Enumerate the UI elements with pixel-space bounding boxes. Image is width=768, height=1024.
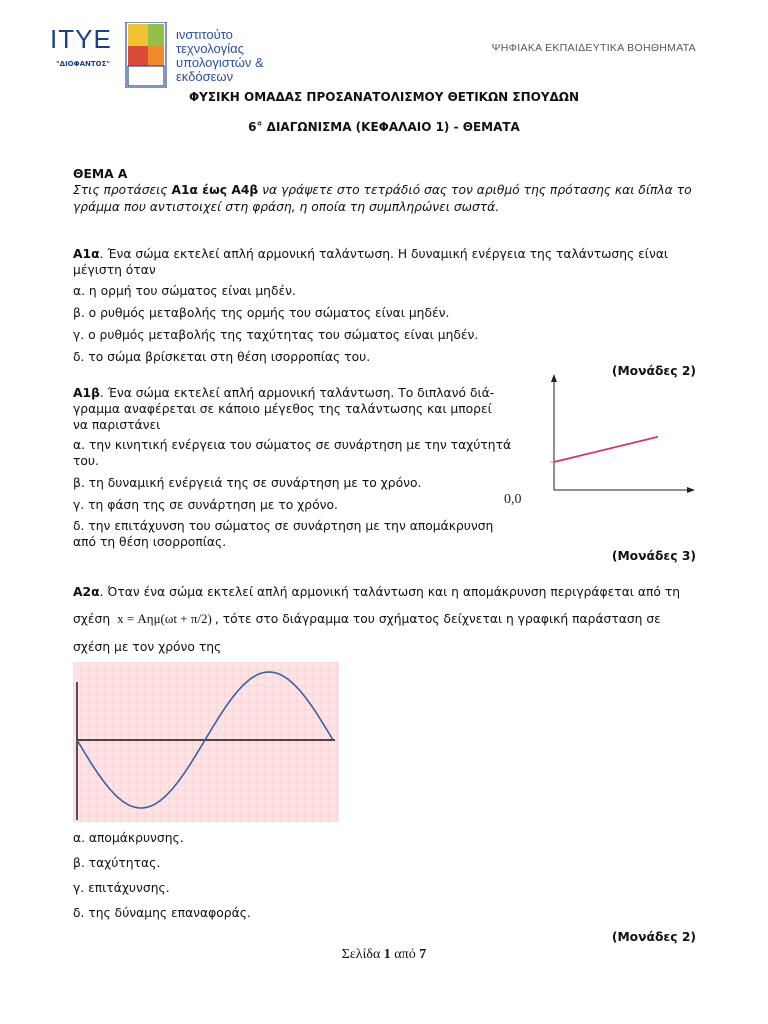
question-a2a-line2 [73, 611, 661, 627]
question-stem-post: , τότε στο διάγραμμα του σχήματος δείχνεται η γραφική παράσταση σε [214, 612, 661, 626]
option-b: β. ταχύτητας. [73, 856, 161, 870]
question-stem-pre: σχέση [73, 612, 111, 626]
option-c: γ. επιτάχυνσης. [73, 881, 170, 895]
theme-intro-line2: γράμμα που αντιστοιχεί στη φράση, η οποία τη συμπληρώνει σωστά. [73, 200, 500, 214]
option-c: γ. τη φάση της σε συνάρτηση με το χρόνο. [73, 498, 338, 512]
logo-tagline-1: ινστιτούτο [176, 27, 233, 42]
marks-a2a: (Μονάδες 2) [611, 930, 696, 944]
logo-tagline-3: υπολογιστών & εκδόσεων [176, 55, 264, 84]
intro-text-bold: Α1α έως Α4β [171, 183, 259, 197]
question-stem: . Ένα σώμα εκτελεί απλή αρμονική ταλάντωση. Η δυναμική ενέργεια της ταλάντωσης είναι [99, 247, 669, 261]
option-b: β. τη δυναμική ενέργειά της σε συνάρτηση με το χρόνο. [73, 476, 422, 490]
question-a1b [73, 385, 494, 401]
option-d-line2: από τη θέση ισορροπίας. [73, 535, 227, 549]
option-c: γ. ο ρυθμός μεταβολής της ταχύτητας του σώματος είναι μηδέν. [73, 328, 479, 342]
question-label: Α1α [73, 247, 100, 261]
option-b: β. ο ρυθμός μεταβολής της ορμής του σώματος είναι μηδέν. [73, 306, 450, 320]
graph-x-arrow [687, 487, 695, 493]
logo-text: ΙΤΥΕ [50, 24, 112, 54]
marks-a1b: (Μονάδες 3) [611, 549, 696, 563]
question-label: Α1β [73, 386, 100, 400]
graph-line [554, 437, 658, 462]
question-a1a [73, 246, 703, 262]
header-right-label: ΨΗΦΙΑΚΑ ΕΚΠΑΙΔΕΥΤΙΚΑ ΒΟΗΘΗΜΑΤΑ [491, 42, 696, 54]
page-subtitle: 6° ΔΙΑΓΩΝΙΣΜΑ (ΚΕΦΑΛΑΙΟ 1) - ΘΕΜΑΤΑ [248, 120, 520, 134]
marks-a1a: (Μονάδες 2) [611, 364, 696, 378]
page-title: ΦΥΣΙΚΗ ΟΜΑΔΑΣ ΠΡΟΣΑΝΑΤΟΛΙΣΜΟΥ ΘΕΤΙΚΩΝ ΣΠΟΥΔΩΝ [188, 90, 580, 104]
option-a-line1: α. την κινητική ενέργεια του σώματος σε συνάρτηση με την ταχύτητά [73, 438, 512, 452]
question-a1b-line2: γραμμα αναφέρεται σε κάποιο μέγεθος της ταλάντωσης και μπορεί [73, 402, 492, 416]
question-label: Α2α [73, 585, 100, 599]
logo-tagline-2: τεχνολογίας [176, 41, 244, 56]
option-a-line2: του. [73, 454, 99, 468]
option-a: α. απομάκρυνσης. [73, 831, 184, 845]
page-of: από [390, 947, 420, 962]
question-a2a [73, 584, 703, 600]
logo-emblem-icon [124, 22, 172, 88]
theme-heading: ΘΕΜΑ Α [73, 167, 128, 181]
option-a: α. η ορμή του σώματος είναι μηδέν. [73, 284, 296, 298]
graph-grid [73, 662, 339, 822]
graph-y-arrow [551, 374, 557, 382]
intro-text-pre: Στις προτάσεις [73, 183, 172, 197]
question-a1a-line2: μέγιστη όταν [73, 263, 156, 277]
formula: x = Αημ(ωt + π/2) [117, 611, 212, 626]
sine-graph [73, 662, 339, 822]
question-a1b-line3: να παριστάνει [73, 418, 161, 432]
logo-subtitle: "ΔΙΟΦΑΝΤΟΣ" [56, 60, 111, 68]
option-d: δ. της δύναμης επαναφοράς. [73, 906, 251, 920]
total-pages: 7 [419, 947, 427, 962]
question-a2a-line3: σχέση με τον χρόνο της [73, 640, 222, 654]
option-d-line1: δ. την επιτάχυνση του σώματος σε συνάρτηση με την απομάκρυνση [73, 519, 494, 533]
theme-intro [73, 182, 703, 198]
logo [50, 20, 310, 90]
page-number [0, 947, 768, 963]
current-page: 1 [383, 947, 391, 962]
graph-origin-label: 0,0 [504, 492, 522, 507]
page-label: Σελίδα [341, 947, 384, 962]
intro-text-post: να γράψετε στο τετράδιό σας τον αριθμό της πρότασης και δίπλα το [258, 183, 692, 197]
option-d: δ. το σώμα βρίσκεται στη θέση ισορροπίας του. [73, 350, 371, 364]
linear-graph [500, 372, 700, 512]
question-stem: . Ένα σώμα εκτελεί απλή αρμονική ταλάντωση. Το διπλανό διά- [99, 386, 495, 400]
question-stem: . Όταν ένα σώμα εκτελεί απλή αρμονική ταλάντωση και η απομάκρυνση περιγράφεται από τη [99, 585, 681, 599]
